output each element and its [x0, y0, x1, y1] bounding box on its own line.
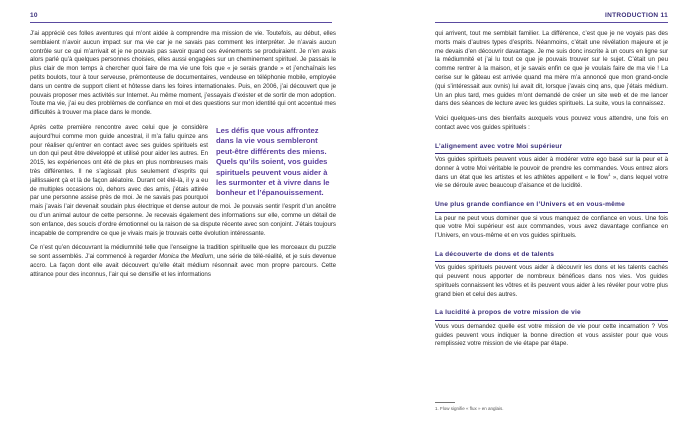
paragraph — [30, 244, 336, 279]
right-page — [350, 0, 700, 424]
footnote-marker: 1 — [608, 171, 611, 177]
section-heading: La découverte de dons et de talents — [435, 251, 668, 262]
paragraph: Voici quelques-uns des bienfaits auxquels vous pouvez vous attendre, une fois en contact avec vos guides spirituels : — [435, 115, 668, 131]
section-heading: La lucidité à propos de votre mission de vie — [435, 309, 668, 320]
footnote: 1. Flow signifie « flux » en anglais. — [435, 406, 504, 411]
running-header-right: INTRODUCTION 11 — [604, 12, 668, 19]
right-text-column — [435, 30, 668, 355]
text-run: , une série de télé-réalité, et je suis devenue accro. La façon dont elle avait découvert qu’elle était médium résonnait avec mon propre parcours. Cette attirance pour des inconnus, l’air qui se densifie et les informations — [30, 253, 336, 278]
header-rule-left — [30, 22, 332, 23]
section-body: Vos guides spirituels peuvent vous aider à découvrir les dons et les talents cachés qui peuvent nous apporter de nombreux bénéfices dans nos vies. Vos guides spirituels connaissent les vôtres et ils peuvent vous aider à les révéler pour votre plus grand bien et celui des autres. — [435, 264, 668, 298]
footnote-rule — [435, 402, 455, 403]
section-heading: L’alignement avec votre Moi supérieur — [435, 143, 668, 154]
paragraph: J’ai apprécié ces folles aventures qui m’ont aidée à comprendre ma mission de vie. Toutefois, au début, elles semblaient n’avoir aucun impact sur ma vie car je ne savais pas comment les interpréter. Je n’avais aucun contrôle sur ce qui m’arrivait et je ne pouvais pas savoir quand ces événements se produiraient. Je n’en avais alors parlé qu’à quelques personnes choisies, elles aussi engagées sur un cheminement spirituel. Je passais le plus clair de mon temps à chercher quoi faire de ma vie une fois que « je serais grande » et j’enchaînais les petits boulots, tour à tour serveuse, prémonteuse de documentaires, vendeuse en téléphonie mobile, employée dans un centre de support client et hôtesse dans les foires internationales. Puis, en 2006, j’ai découvert que je pouvais proposer mes activités sur Internet. Au même moment, j’essayais d’exister et de sortir de mon adoption. Toute ma vie, j’ai eu des problèmes de confiance en moi et des questions sur mon identité qui ont accentué mes difficultés à trouver ma place dans le monde. — [30, 30, 336, 117]
paragraph: Après cette première rencontre avec celui que je considère aujourd’hui comme mon guide ancestral, il m’a fallu quinze ans pour réaliser qu’entrer en contact avec ses guides spirituels est un don qui peut être développé et utilisé pour aider les autres. En 2015, les expériences ont été de plus en plus nombreuses mais très différentes. Il ne s’agissait plus seulement d’esprits qui jaillissaient çà et là de façon aléatoire. Durant cet été-là, il y a eu de multiples occasions où, dehors avec des amis, j’étais attirée par une personne assise près de moi. Je ne savais pas pourquoi mais j’avais l’air devenait soudain plus électrique et dense autour de moi. Je pouvais sentir l’esprit d’un ancêtre ou d’un animal autour de cette personne. Je recevais également des informations sur elle, comme un détail de son enfance, des soucis d’ordre émotionnel ou la raison de sa dispute récente avec son conjoint. J’étais toujours incapable de comprendre ce que je vivais mais je trouvais cette évolution intéressante. — [30, 123, 336, 237]
section-body: La peur ne peut vous dominer que si vous manquez de confiance en vous. Une fois que votre Moi supérieur est aux commandes, vous avez davantage confiance en l’Univers, en vous-même et en vos guides spirituels. — [435, 214, 668, 240]
paragraph-with-pullquote — [30, 124, 336, 238]
section-body: Vous vous demandez quelle est votre mission de vie pour cette incarnation ? Vos guides peuvent vous indiquer la bonne direction et vous assister pour que vous remplissiez votre mission de vie étape par étape. — [435, 322, 668, 348]
text-run: Vos guides spirituels peuvent vous aider à modérer votre ego basé sur la peur et à donner à votre Moi véritable le pouvoir de prendre les commandes. Vous entrez alors dans un état que les artistes et les athlètes appellent « le flow — [435, 156, 668, 181]
left-text-column — [30, 30, 336, 286]
show-title: Monica the Medium — [159, 253, 214, 261]
pull-quote: Les défis que vous affrontez dans la vie vous sembleront peut-être différents des miens. Quels qu’ils soient, vos guides spirituels peuvent vous aider à les surmonter et à vivre dans le bonheur et l’épanouissement. — [216, 125, 330, 198]
header-rule-right — [435, 22, 668, 23]
text-run: », dans lequel votre vie se déroule avec beaucoup d’aisance et de lucidité. — [435, 173, 668, 190]
page-number-left: 10 — [30, 12, 38, 19]
section-heading: Une plus grande confiance en l’Univers et en vous-même — [435, 201, 668, 212]
section-body — [435, 156, 668, 191]
text-run: Ce n’est qu’en découvrant la médiumnité telle que l’enseigne la tradition spirituelle que les morceaux du puzzle se sont assemblés. J’ai commencé à regarder — [30, 244, 336, 261]
paragraph: qui arrivent, tout me semblait familier. La différence, c’est que je ne voyais pas des morts mais d’autres types d’esprits. Néanmoins, c’était une révélation majeure et je me devais d’en découvrir davantage. Je me suis donc inscrite à un cours en ligne sur la médiumnité et j’ai lu tout ce que je pouvais trouver sur le sujet. C’était un peu comme rentrer à la maison, et je savais enfin ce que je voulais faire de ma vie ! La cerise sur le gâteau est arrivée quand ma mère m’a annoncé que mon grand-oncle (qui s’intéressait aux ovnis) lui avait dit, lorsque j’avais cinq ans, que j’étais médium. Un an plus tard, mes guides m’ont demandé de créer un site web et de me lancer dans des séances de lecture avec les guides spirituels. La suite, vous la connaissez. — [435, 30, 668, 108]
